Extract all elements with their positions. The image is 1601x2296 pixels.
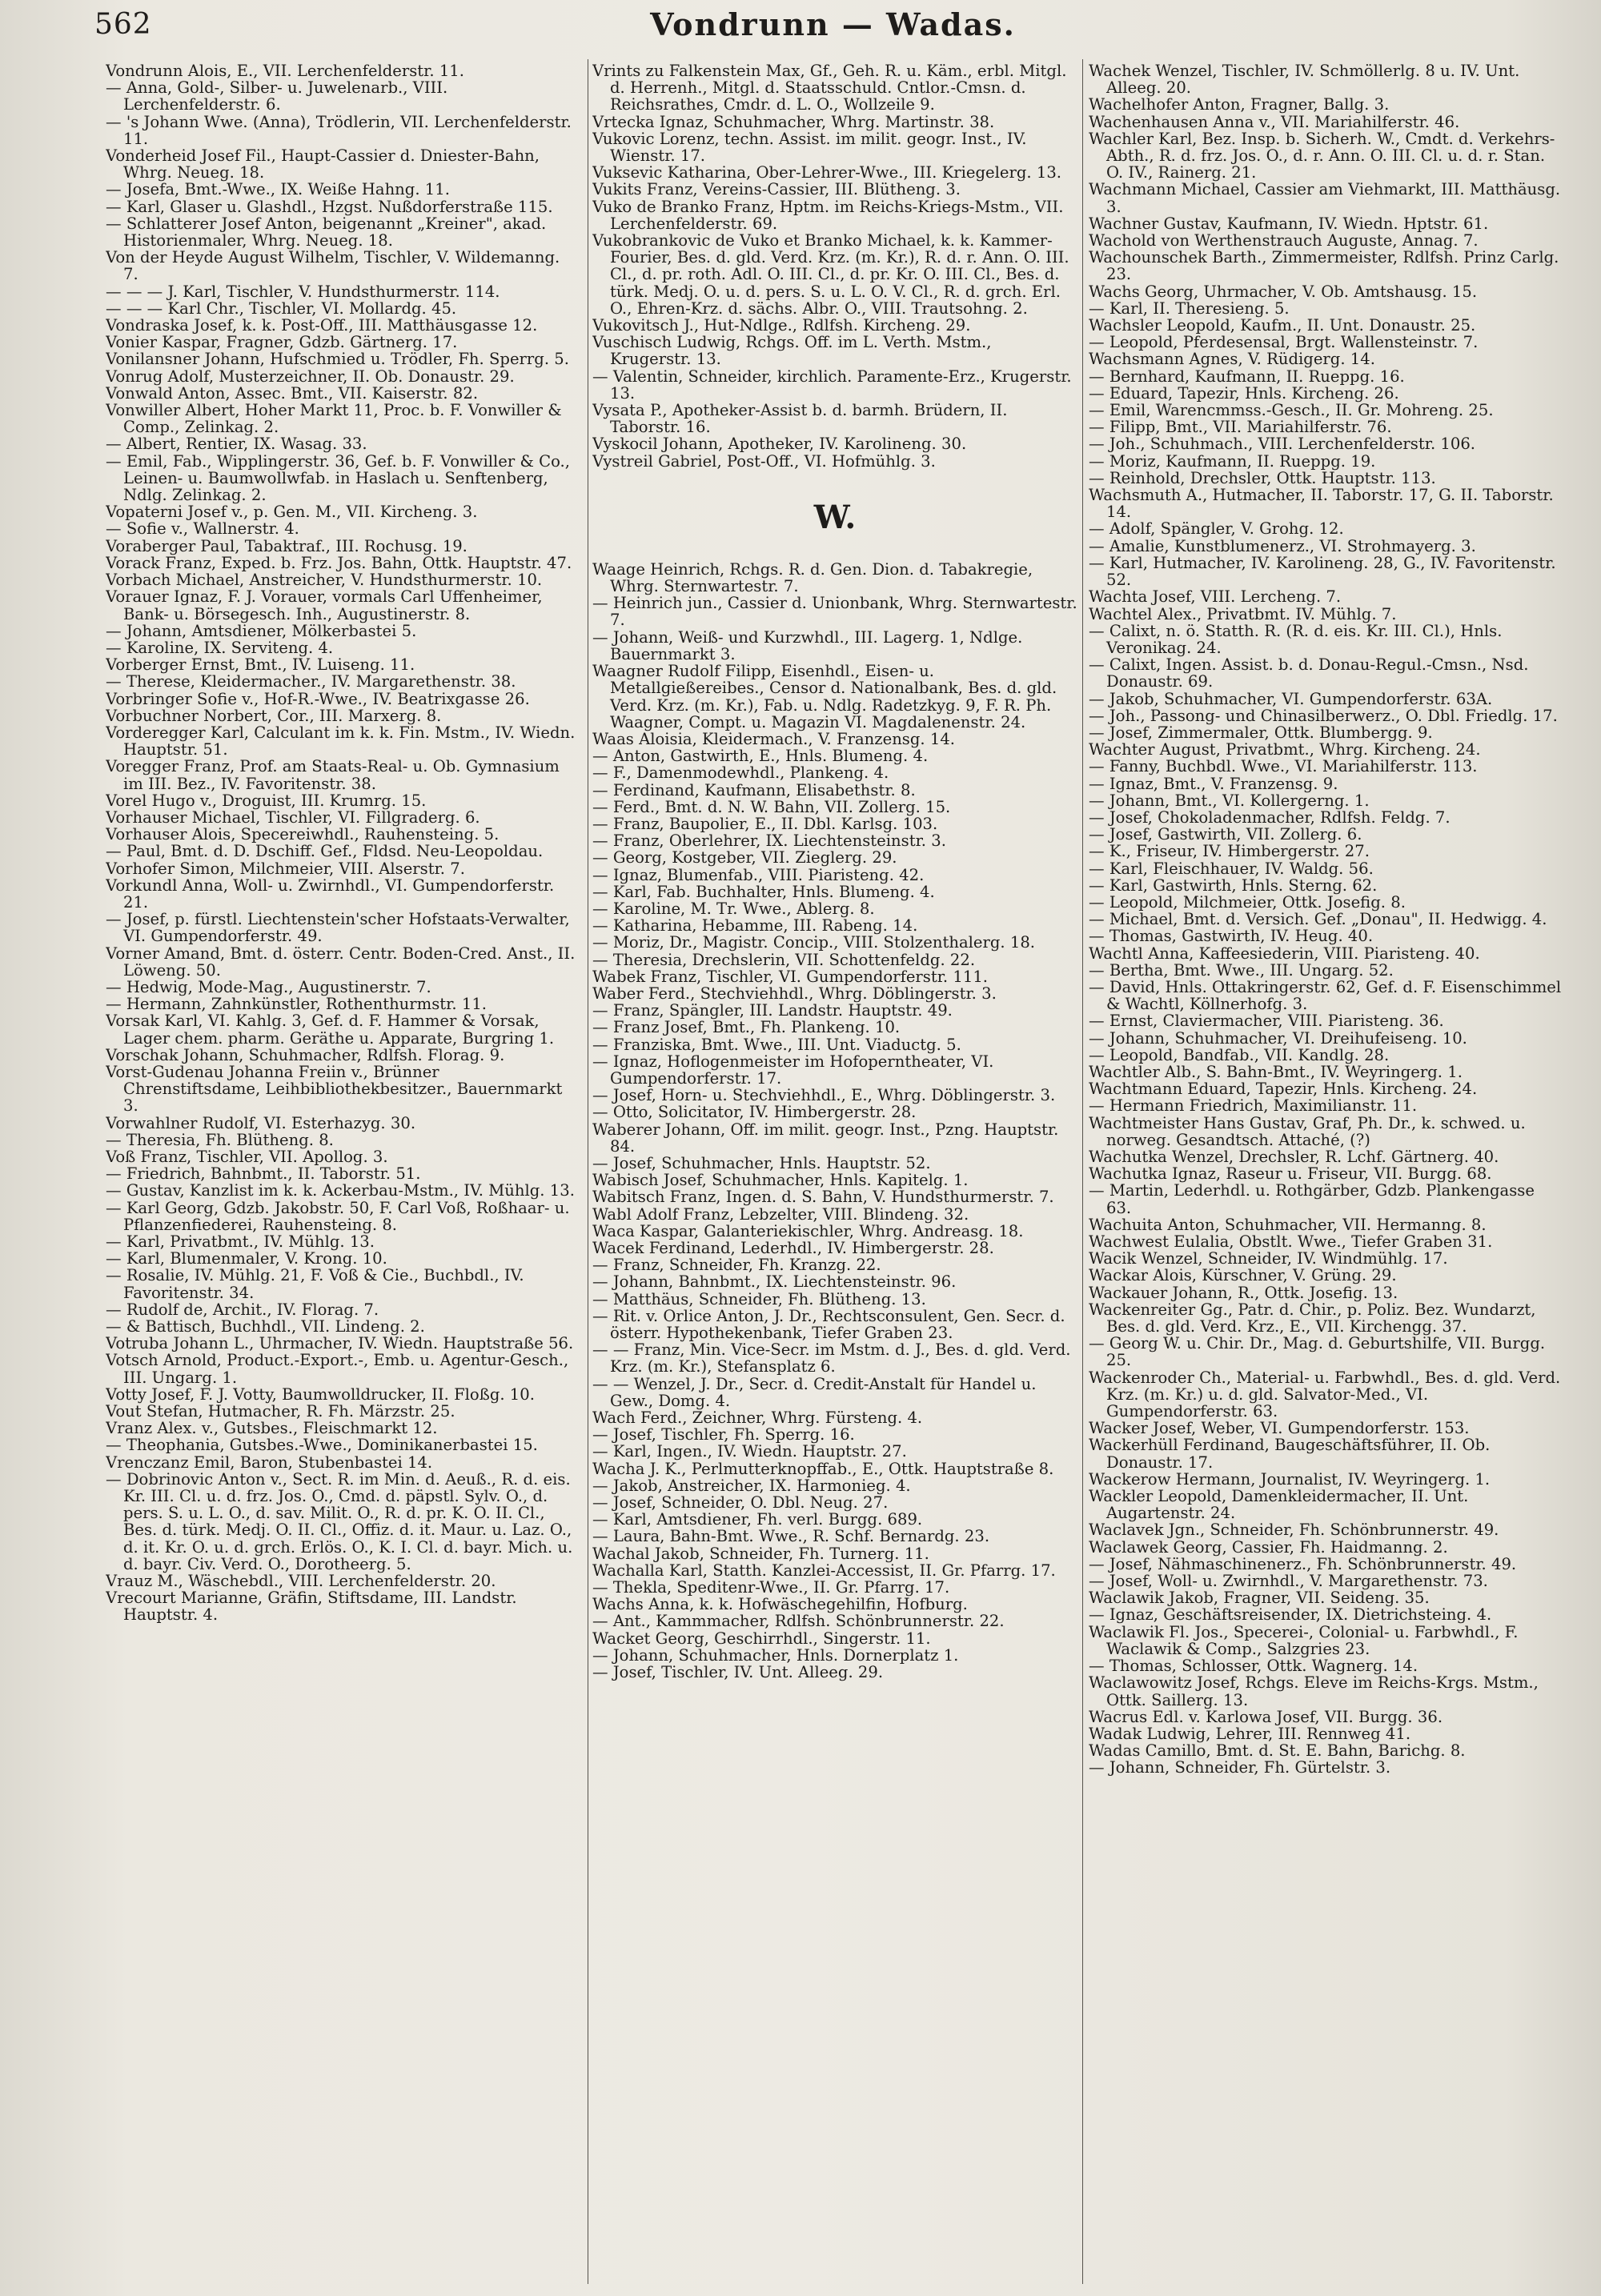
directory-entry: — Josef, Tischler, IV. Unt. Alleeg. 29. <box>592 1663 884 1682</box>
directory-entry: — Karl, Glaser u. Glashdl., Hzgst. Nußdorferstraße 115. <box>106 197 553 216</box>
directory-entry: Waage Heinrich, Rchgs. R. d. Gen. Dion. d. Tabakregie, Whrg. Sternwartestr. 7. <box>592 559 1033 596</box>
directory-entry: Wacker Josef, Weber, VI. Gumpendorferstr. 153. <box>1089 1419 1470 1438</box>
directory-entry: — Eduard, Tapezir, Hnls. Kircheng. 26. <box>1089 383 1399 403</box>
directory-entry: Vorhauser Michael, Tischler, VI. Fillgraderg. 6. <box>106 807 480 827</box>
directory-entry: Waclawek Georg, Cassier, Fh. Haidmanng. 2. <box>1089 1537 1448 1557</box>
directory-entry: — Martin, Lederhdl. u. Rothgärber, Gdzb. Plankengasse 63. <box>1089 1181 1535 1217</box>
directory-entry: — & Battisch, Buchhdl., VII. Lindeng. 2. <box>106 1317 425 1336</box>
directory-entry: — Thekla, Speditenr-Wwe., II. Gr. Pfarrg. 17. <box>592 1578 950 1597</box>
directory-entry: Wachelhofer Anton, Fragner, Ballg. 3. <box>1089 95 1390 114</box>
directory-entry: — Matthäus, Schneider, Fh. Blütheng. 13. <box>592 1289 926 1308</box>
directory-entry: — Hermann Friedrich, Maximilianstr. 11. <box>1089 1096 1418 1116</box>
directory-entry: Vuschisch Ludwig, Rchgs. Off. im L. Verth. Mstm., Krugerstr. 13. <box>592 333 992 369</box>
directory-entry: Wackenreiter Gg., Patr. d. Chir., p. Poliz. Bez. Wundarzt, Bes. d. gld. Verd. Krz., E., VII. Kirchengg. 37. <box>1089 1300 1536 1336</box>
directory-entry: Wacik Wenzel, Schneider, IV. Windmühlg. 17. <box>1089 1249 1448 1268</box>
directory-entry: — Josefa, Bmt.-Wwe., IX. Weiße Hahng. 11. <box>106 180 450 199</box>
directory-entry: — Josef, Zimmermaler, Ottk. Blumbergg. 9. <box>1089 723 1433 742</box>
directory-entry: — Jakob, Schuhmacher, VI. Gumpendorferstr. 63A. <box>1089 689 1493 708</box>
directory-entry: Vonwald Anton, Assec. Bmt., VII. Kaiserstr. 82. <box>106 383 479 403</box>
directory-entry: — Moriz, Kaufmann, II. Rueppg. 19. <box>1089 451 1376 471</box>
directory-entry: Wabek Franz, Tischler, VI. Gumpendorferstr. 111. <box>592 967 989 986</box>
directory-entry: Waca Kaspar, Galanteriekischler, Whrg. Andreasg. 18. <box>592 1221 1024 1240</box>
directory-entry: Vorbringer Sofie v., Hof-R.-Wwe., IV. Beatrixgasse 26. <box>106 689 530 708</box>
directory-entry: — Karl, Blumenmaler, V. Krong. 10. <box>106 1249 387 1268</box>
section-letter-heading: W. <box>813 498 857 536</box>
directory-entry: Wachtel Alex., Privatbmt. IV. Mühlg. 7. <box>1089 604 1397 623</box>
page-header <box>94 6 1571 48</box>
directory-entry: — — Franz, Min. Vice-Secr. im Mstm. d. J., Bes. d. gld. Verd. Krz. (m. Kr.), Stefansplatz 6. <box>592 1340 1071 1376</box>
directory-entry: Wackerow Hermann, Journalist, IV. Weyringerg. 1. <box>1089 1469 1491 1489</box>
directory-entry: Vorauer Ignaz, F. J. Vorauer, vormals Carl Uffenheimer, Bank- u. Börsegesch. Inh., Augustinerstr. 8. <box>106 587 543 623</box>
directory-entry: Wachs Georg, Uhrmacher, V. Ob. Amtshausg. 15. <box>1089 282 1478 301</box>
directory-entry: Votsch Arnold, Product.-Export.-, Emb. u. Agentur-Gesch., III. Ungarg. 1. <box>106 1351 569 1387</box>
directory-entry: — Thomas, Gastwirth, IV. Heug. 40. <box>1089 927 1374 946</box>
directory-entry: — Paul, Bmt. d. D. Dschiff. Gef., Fldsd. Neu-Leopoldau. <box>106 842 544 861</box>
directory-entry: — David, Hnls. Ottakringerstr. 62, Gef. d. F. Eisenschimmel & Wachtl, Köllnerhofg. 3. <box>1089 977 1562 1014</box>
directory-entry: — Hedwig, Mode-Mag., Augustinerstr. 7. <box>106 977 431 996</box>
directory-entry: Vondraska Josef, k. k. Post-Off., III. Matthäusgasse 12. <box>106 316 538 335</box>
directory-entry: Vukits Franz, Vereins-Cassier, III. Blütheng. 3. <box>592 180 961 199</box>
directory-entry: — Katharina, Hebamme, III. Rabeng. 14. <box>592 916 918 936</box>
directory-entry: Wachtl Anna, Kaffeesiederin, VIII. Piaristeng. 40. <box>1089 944 1480 963</box>
directory-entry: Vuksevic Katharina, Ober-Lehrer-Wwe., III. Kriegelerg. 13. <box>592 163 1062 182</box>
directory-entry: Wachutka Ignaz, Raseur u. Friseur, VII. Burgg. 68. <box>1089 1164 1492 1184</box>
directory-entry: — Anna, Gold-, Silber- u. Juwelenarb., VIII. Lerchenfelderstr. 6. <box>106 78 448 114</box>
directory-entry: — Karl, Privatbmt., IV. Mühlg. 13. <box>106 1232 375 1252</box>
directory-entry: — Reinhold, Drechsler, Ottk. Hauptstr. 113. <box>1089 468 1436 487</box>
directory-entry: Waber Ferd., Stechviehhdl., Whrg. Döblingerstr. 3. <box>592 984 997 1003</box>
directory-entry: Vyskocil Johann, Apotheker, IV. Karolineng. 30. <box>592 435 967 454</box>
directory-entry: — Josef, p. fürstl. Liechtenstein'scher Hofstaats-Verwalter, VI. Gumpendorferstr. 49. <box>106 910 570 946</box>
directory-entry: — Ernst, Claviermacher, VIII. Piaristeng. 36. <box>1089 1012 1444 1031</box>
directory-entry: — Filipp, Bmt., VII. Mariahilferstr. 76. <box>1089 418 1392 437</box>
directory-entry: — Otto, Solicitator, IV. Himbergerstr. 28. <box>592 1103 917 1122</box>
directory-entry: — Johann, Schuhmacher, Hnls. Dornerplatz 1. <box>592 1645 959 1665</box>
directory-entry: Vrenczanz Emil, Baron, Stubenbastei 14. <box>106 1453 433 1472</box>
directory-entry: — K., Friseur, IV. Himbergerstr. 27. <box>1089 842 1370 861</box>
directory-entry: — Thomas, Schlosser, Ottk. Wagnerg. 14. <box>1089 1657 1418 1676</box>
directory-entry: Voß Franz, Tischler, VII. Apollog. 3. <box>106 1148 388 1166</box>
directory-entry: Vorst-Gudenau Johanna Freiin v., Brünner Chrenstiftsdame, Leihbibliothekbesitzer., Bauernmarkt 3. <box>106 1062 563 1116</box>
directory-entry: — Karl, Amtsdiener, Fh. verl. Burgg. 689. <box>592 1510 923 1529</box>
directory-entry: — Albert, Rentier, IX. Wasag. 33. <box>106 435 367 454</box>
directory-entry: Vorschak Johann, Schuhmacher, Rdlfsh. Florag. 9. <box>106 1045 505 1064</box>
directory-entry: — Rudolf de, Archit., IV. Florag. 7. <box>106 1300 379 1319</box>
directory-entry: Vrauz M., Wäschebdl., VIII. Lerchenfelderstr. 20. <box>106 1572 496 1591</box>
directory-entry: Wachwest Eulalia, Obstlt. Wwe., Tiefer Graben 31. <box>1089 1232 1493 1252</box>
directory-entry: Wachta Josef, VIII. Lercheng. 7. <box>1089 587 1342 607</box>
directory-entry: Wachounschek Barth., Zimmermeister, Rdlfsh. Prinz Carlg. 23. <box>1089 248 1559 284</box>
directory-entry: Vorberger Ernst, Bmt., IV. Luiseng. 11. <box>106 655 415 675</box>
page-number: 562 <box>94 8 152 41</box>
directory-entry: — Karoline, M. Tr. Wwe., Ablerg. 8. <box>592 899 875 918</box>
directory-entry: — Joh., Passong- und Chinasilberwerz., O. Dbl. Friedlg. 17. <box>1089 706 1558 725</box>
directory-entry: Wachsler Leopold, Kaufm., II. Unt. Donaustr. 25. <box>1089 316 1476 335</box>
directory-entry: — Franz, Spängler, III. Landstr. Hauptstr. 49. <box>592 1001 953 1020</box>
directory-entry: Vukovitsch J., Hut-Ndlge., Rdlfsh. Kircheng. 29. <box>592 316 971 335</box>
directory-entry: Wachalla Karl, Statth. Kanzlei-Accessist, II. Gr. Pfarrg. 17. <box>592 1561 1056 1580</box>
directory-entry: Vonier Kaspar, Fragner, Gdzb. Gärtnerg. 17. <box>106 333 458 352</box>
directory-entry: — Ferdinand, Kaufmann, Elisabethstr. 8. <box>592 780 916 799</box>
directory-entry: — Franz, Oberlehrer, IX. Liechtensteinstr. 3. <box>592 831 946 851</box>
directory-entry: — Ignaz, Geschäftsreisender, IX. Dietrichsteing. 4. <box>1089 1605 1492 1625</box>
directory-entry: Wach Ferd., Zeichner, Whrg. Fürsteng. 4. <box>592 1408 923 1428</box>
directory-entry: Waagner Rudolf Filipp, Eisenhdl., Eisen- u. Metallgießereibes., Censor d. Nationalbank, Bes. d. gld. Verd. Krz. (m. Kr.), Fab. u. Ndlg. Radetzkyg. 9, F. R. Ph. Waagner, Compt. u. Magazin VI. Magdalenenstr. 24. <box>592 662 1057 731</box>
directory-entry: Wadas Camillo, Bmt. d. St. E. Bahn, Barichg. 8. <box>1089 1741 1466 1761</box>
directory-entry: Vorbuchner Norbert, Cor., III. Marxerg. 8. <box>106 706 442 725</box>
directory-entry: — Johann, Weiß- und Kurzwhdl., III. Lagerg. 1, Ndlge. Bauernmarkt 3. <box>592 627 1023 663</box>
directory-entry: — Amalie, Kunstblumenerz., VI. Strohmayerg. 3. <box>1089 536 1476 555</box>
directory-entry: — F., Damenmodewhdl., Plankeng. 4. <box>592 763 889 783</box>
directory-entry: — Sofie v., Wallnerstr. 4. <box>106 519 299 539</box>
directory-entry: Vorderegger Karl, Calculant im k. k. Fin. Mstm., IV. Wiedn. Hauptstr. 51. <box>106 723 576 759</box>
directory-entry: — Karl, II. Theresieng. 5. <box>1089 299 1290 318</box>
directory-entry: — Rit. v. Orlice Anton, J. Dr., Rechtsconsulent, Gen. Secr. d. österr. Hypothekenbank, Tiefer Graben 23. <box>592 1306 1065 1343</box>
directory-entry: — Theresia, Fh. Blütheng. 8. <box>106 1130 334 1149</box>
directory-entry: Vopaterni Josef v., p. Gen. M., VII. Kircheng. 3. <box>106 503 478 522</box>
directory-entry: Vystreil Gabriel, Post-Off., VI. Hofmühlg. 3. <box>592 451 936 471</box>
directory-entry: — Johann, Bahnbmt., IX. Liechtensteinstr. 96. <box>592 1272 957 1292</box>
directory-entry: Vonilansner Johann, Hufschmied u. Trödler, Fh. Sperrg. 5. <box>106 350 569 369</box>
directory-entry: Wachtmann Eduard, Tapezir, Hnls. Kircheng. 24. <box>1089 1080 1478 1099</box>
directory-entry: — Hermann, Zahnkünstler, Rothenthurmstr. 11. <box>106 995 488 1014</box>
directory-entry: Vondrunn Alois, E., VII. Lerchenfelderstr. 11. <box>106 62 464 80</box>
directory-entry: — Johann, Schneider, Fh. Gürtelstr. 3. <box>1089 1758 1391 1777</box>
directory-entry: — Adolf, Spängler, V. Grohg. 12. <box>1089 519 1344 539</box>
directory-entry: — Franz, Baupolier, E., II. Dbl. Karlsg. 103. <box>592 814 938 833</box>
directory-entry: — — — J. Karl, Tischler, V. Hundsthurmerstr. 114. <box>106 282 500 301</box>
directory-entry: Votruba Johann L., Uhrmacher, IV. Wiedn. Hauptstraße 56. <box>106 1334 574 1353</box>
directory-entry: Vorhofer Simon, Milchmeier, VIII. Alserstr. 7. <box>106 859 465 878</box>
directory-entry: — Emil, Fab., Wipplingerstr. 36, Gef. b. F. Vonwiller & Co., Leinen- u. Baumwollwfab. in Haslach u. Senftenberg, Ndlg. Zelinkag. 2. <box>106 451 571 505</box>
directory-entry: — Karl Georg, Gdzb. Jakobstr. 50, F. Carl Voß, Roßhaar- u. Pflanzenfiederei, Rauhensteing. 8. <box>106 1198 570 1234</box>
directory-entry: — Calixt, Ingen. Assist. b. d. Donau-Regul.-Cmsn., Nsd. Donaustr. 69. <box>1089 655 1529 691</box>
directory-entry: Wackar Alois, Kürschner, V. Grüng. 29. <box>1089 1266 1397 1285</box>
directory-entry: Wacket Georg, Geschirrhdl., Singerstr. 11. <box>592 1629 931 1648</box>
directory-column-3 <box>1089 62 1563 2281</box>
directory-entry: — Ignaz, Bmt., V. Franzensg. 9. <box>1089 774 1338 793</box>
directory-entry: Vorel Hugo v., Droguist, III. Krumrg. 15. <box>106 791 427 810</box>
directory-entry: Wachmann Michael, Cassier am Viehmarkt, III. Matthäusg. 3. <box>1089 180 1561 216</box>
directory-entry: Wackauer Johann, R., Ottk. Josefig. 13. <box>1089 1283 1398 1302</box>
directory-entry: — Heinrich jun., Cassier d. Unionbank, Whrg. Sternwartestr. 7. <box>592 594 1077 630</box>
directory-entry: — Franz, Schneider, Fh. Kranzg. 22. <box>592 1256 881 1275</box>
directory-entry: — Ignaz, Blumenfab., VIII. Piaristeng. 42. <box>592 865 925 884</box>
directory-entry: Vuko de Branko Franz, Hptm. im Reichs-Kriegs-Mstm., VII. Lerchenfelderstr. 69. <box>592 197 1064 233</box>
directory-entry: — Ant., Kammmacher, Rdlfsh. Schönbrunnerstr. 22. <box>592 1612 1005 1631</box>
directory-entry: — Michael, Bmt. d. Versich. Gef. „Donau", II. Hedwigg. 4. <box>1089 910 1547 929</box>
directory-entry: Vonwiller Albert, Hoher Markt 11, Proc. b. F. Vonwiller & Comp., Zelinkag. 2. <box>106 401 562 437</box>
directory-entry: — Fanny, Buchbdl. Wwe., VI. Mariahilferstr. 113. <box>1089 757 1478 776</box>
directory-entry: — Karl, Ingen., IV. Wiedn. Hauptstr. 27. <box>592 1442 907 1461</box>
directory-entry: Wacek Ferdinand, Lederhdl., IV. Himbergerstr. 28. <box>592 1239 994 1257</box>
directory-entry: — Josef, Schneider, O. Dbl. Neug. 27. <box>592 1493 889 1513</box>
directory-entry: Vukovic Lorenz, techn. Assist. im milit. geogr. Inst., IV. Wienstr. 17. <box>592 129 1027 166</box>
directory-entry: Wachs Anna, k. k. Hofwäschegehilfin, Hofburg. <box>592 1595 968 1614</box>
directory-entry: Wachold von Werthenstrauch Auguste, Annag. 7. <box>1089 231 1479 250</box>
directory-entry: Voregger Franz, Prof. am Staats-Real- u. Ob. Gymnasium im III. Bez., IV. Favoritenstr. 38. <box>106 757 560 793</box>
directory-entry: — Karl, Fleischhauer, IV. Waldg. 56. <box>1089 859 1374 878</box>
directory-entry: — Franziska, Bmt. Wwe., III. Unt. Viaductg. 5. <box>592 1035 961 1054</box>
directory-entry: Voraberger Paul, Tabaktraf., III. Rochusg. 19. <box>106 536 467 555</box>
directory-entry: Vysata P., Apotheker-Assist b. d. barmh. Brüdern, II. Taborstr. 16. <box>592 401 1008 437</box>
directory-entry: — Leopold, Milchmeier, Ottk. Josefig. 8. <box>1089 892 1406 912</box>
directory-entry: — 's Johann Wwe. (Anna), Trödlerin, VII. Lerchenfelderstr. 11. <box>106 112 572 148</box>
directory-entry: Vrecourt Marianne, Gräfin, Stiftsdame, III. Landstr. Hauptstr. 4. <box>106 1589 517 1625</box>
directory-entry: — Bernhard, Kaufmann, II. Rueppg. 16. <box>1089 367 1405 386</box>
directory-entry: Wachtler Alb., S. Bahn-Bmt., IV. Weyringerg. 1. <box>1089 1062 1463 1081</box>
directory-entry: Wachek Wenzel, Tischler, IV. Schmöllerlg. 8 u. IV. Unt. Alleeg. 20. <box>1089 62 1520 98</box>
directory-entry: — Therese, Kleidermacher., IV. Margarethenstr. 38. <box>106 672 516 691</box>
directory-entry: Vout Stefan, Hutmacher, R. Fh. Märzstr. 25. <box>106 1402 455 1421</box>
directory-entry: Vrtecka Ignaz, Schuhmacher, Whrg. Martinstr. 38. <box>592 112 995 131</box>
directory-entry: Wachenhausen Anna v., VII. Mariahilferstr. 46. <box>1089 112 1460 131</box>
directory-entry: Vorbach Michael, Anstreicher, V. Hundsthurmerstr. 10. <box>106 571 543 590</box>
directory-entry: Von der Heyde August Wilhelm, Tischler, V. Wildemanng. 7. <box>106 248 560 284</box>
directory-entry: — Bertha, Bmt. Wwe., III. Ungarg. 52. <box>1089 960 1394 980</box>
directory-entry: — Theresia, Drechslerin, VII. Schottenfeldg. 22. <box>592 950 976 969</box>
directory-entry: — Johann, Bmt., VI. Kollergerng. 1. <box>1089 791 1370 810</box>
directory-entry: Votty Josef, F. J. Votty, Baumwolldrucker, II. Floßg. 10. <box>106 1384 535 1404</box>
directory-entry: Wackler Leopold, Damenkleidermacher, II. Unt. Augartenstr. 24. <box>1089 1487 1469 1523</box>
directory-entry: Waclawik Fl. Jos., Specerei-, Colonial- u. Farbwhdl., F. Waclawik & Comp., Salzgries 23. <box>1089 1622 1519 1658</box>
directory-entry: — Ferd., Bmt. d. N. W. Bahn, VII. Zollerg. 15. <box>592 797 951 816</box>
directory-entry: Wabl Adolf Franz, Lebzelter, VIII. Blindeng. 32. <box>592 1204 969 1224</box>
directory-entry: Wackerhüll Ferdinand, Baugeschäftsführer, II. Ob. Donaustr. 17. <box>1089 1436 1491 1472</box>
directory-entry: Vorwahlner Rudolf, VI. Esterhazyg. 30. <box>106 1113 416 1132</box>
directory-entry: — Theophania, Gutsbes.-Wwe., Dominikanerbastei 15. <box>106 1436 538 1455</box>
directory-entry: — — Wenzel, J. Dr., Secr. d. Credit-Anstalt für Handel u. Gew., Domg. 4. <box>592 1374 1037 1410</box>
directory-entry: — Anton, Gastwirth, E., Hnls. Blumeng. 4. <box>592 747 929 766</box>
directory-entry: — Josef, Schuhmacher, Hnls. Hauptstr. 52. <box>592 1153 931 1172</box>
directory-entry: Waberer Johann, Off. im milit. geogr. Inst., Pzng. Hauptstr. 84. <box>592 1120 1059 1156</box>
directory-entry: Wacrus Edl. v. Karlowa Josef, VII. Burgg. 36. <box>1089 1707 1443 1726</box>
directory-entry: — Leopold, Bandfab., VII. Kandlg. 28. <box>1089 1045 1390 1064</box>
directory-entry: — Georg, Kostgeber, VII. Zieglerg. 29. <box>592 848 897 868</box>
directory-entry: Waclawowitz Josef, Rchgs. Eleve im Reichs-Krgs. Mstm., Ottk. Saillerg. 13. <box>1089 1673 1539 1709</box>
directory-entry: — Laura, Bahn-Bmt. Wwe., R. Schf. Bernardg. 23. <box>592 1527 990 1546</box>
running-title: Vondrunn — Wadas. <box>650 6 1016 42</box>
directory-entry: — — — Karl Chr., Tischler, VI. Mollardg. 45. <box>106 299 457 318</box>
directory-entry: Wadak Ludwig, Lehrer, III. Rennweg 41. <box>1089 1724 1411 1743</box>
directory-entry: — Josef, Horn- u. Stechviehhdl., E., Whrg. Döblingerstr. 3. <box>592 1086 1056 1105</box>
directory-entry: Wachter August, Privatbmt., Whrg. Kircheng. 24. <box>1089 740 1481 759</box>
directory-entry: — Friedrich, Bahnbmt., II. Taborstr. 51. <box>106 1164 421 1184</box>
directory-entry: Vranz Alex. v., Gutsbes., Fleischmarkt 12. <box>106 1419 438 1438</box>
directory-entry: Vukobrankovic de Vuko et Branko Michael, k. k. Kammer-Fourier, Bes. d. gld. Verd. Krz. (m. Kr.), R. d. r. Ann. O. III. Cl., d. pr. roth. Adl. O. III. Cl., d. pr. Kr. O. III. Cl., Bes. d. türk. Medj. O. u. d. pers. S. u. L. O. V. Cl., R. d. grch. Erl. O., Ehren-Krz. d. sächs. Albr. O., VIII. Trautsohng. 2. <box>592 231 1069 318</box>
directory-entry: Wachtmeister Hans Gustav, Graf, Ph. Dr., k. schwed. u. norweg. Gesandtsch. Attaché, (?) <box>1089 1113 1526 1149</box>
directory-entry: — Emil, Warencmmss.-Gesch., II. Gr. Mohreng. 25. <box>1089 401 1494 420</box>
directory-column-1 <box>106 62 580 2281</box>
directory-entry: — Karoline, IX. Serviteng. 4. <box>106 638 334 657</box>
directory-entry: — Josef, Woll- u. Zwirnhdl., V. Margarethenstr. 73. <box>1089 1572 1488 1591</box>
directory-entry: Waas Aloisia, Kleidermach., V. Franzensg. 14. <box>592 729 956 748</box>
directory-entry: — Dobrinovic Anton v., Sect. R. im Min. d. Aeuß., R. d. eis. Kr. III. Cl. u. d. frz. Jos. O., Cmd. d. päpstl. Sylv. O., d. pers. S. u. L. O., d. sav. Milit. O., R. d. pr. K. O. II. Cl., Bes. d. türk. Medj. O. II. Cl., Offiz. d. it. Maur. u. Laz. O., d. it. Kr. O. u. d. grch. Erlös. O., K. I. Cl. d. bayr. Mich. u. d. bayr. Civ. Verd. O., Dorotheerg. 5. <box>106 1469 573 1573</box>
directory-entry: Wachner Gustav, Kaufmann, IV. Wiedn. Hptstr. 61. <box>1089 214 1489 233</box>
directory-entry: — Johann, Schuhmacher, VI. Dreihufeiseng. 10. <box>1089 1028 1467 1048</box>
directory-entry: — Johann, Amtsdiener, Mölkerbastei 5. <box>106 621 417 640</box>
directory-entry: Wacha J. K., Perlmutterknopffab., E., Ottk. Hauptstraße 8. <box>592 1459 1054 1478</box>
directory-entry: Wackenroder Ch., Material- u. Farbwhdl., Bes. d. gld. Verd. Krz. (m. Kr.) u. d. gld. Salvator-Med., VI. Gumpendorferstr. 63. <box>1089 1368 1561 1421</box>
directory-entry: — Josef, Chokoladenmacher, Rdlfsh. Feldg. 7. <box>1089 807 1451 827</box>
directory-column-2 <box>592 62 1077 2281</box>
directory-entry: — Gustav, Kanzlist im k. k. Ackerbau-Mstm., IV. Mühlg. 13. <box>106 1181 575 1200</box>
directory-entry: — Valentin, Schneider, kirchlich. Paramente-Erz., Krugerstr. 13. <box>592 367 1072 403</box>
directory-entry: Wachutka Wenzel, Drechsler, R. Lchf. Gärtnerg. 40. <box>1089 1148 1499 1166</box>
directory-entry: Wachuita Anton, Schuhmacher, VII. Hermanng. 8. <box>1089 1215 1487 1234</box>
directory-entry: Vorsak Karl, VI. Kahlg. 3, Gef. d. F. Hammer & Vorsak, Lager chem. pharm. Geräthe u. Apparate, Burgring 1. <box>106 1012 555 1048</box>
directory-entry: Wabitsch Franz, Ingen. d. S. Bahn, V. Hundsthurmerstr. 7. <box>592 1188 1054 1207</box>
directory-entry: Wachal Jakob, Schneider, Fh. Turnerg. 11. <box>592 1544 929 1563</box>
directory-entry: Vorkundl Anna, Woll- u. Zwirnhdl., VI. Gumpendorferstr. 21. <box>106 876 555 912</box>
directory-entry: Vonrug Adolf, Musterzeichner, II. Ob. Donaustr. 29. <box>106 367 515 386</box>
directory-columns <box>106 62 1563 2281</box>
directory-entry: — Josef, Gastwirth, VII. Zollerg. 6. <box>1089 825 1362 844</box>
directory-entry: — Josef, Nähmaschinenerz., Fh. Schönbrunnerstr. 49. <box>1089 1554 1517 1573</box>
directory-entry: Vorhauser Alois, Specereiwhdl., Rauhensteing. 5. <box>106 825 500 844</box>
directory-entry: — Georg W. u. Chir. Dr., Mag. d. Geburtshilfe, VII. Burgg. 25. <box>1089 1334 1546 1370</box>
directory-entry: — Karl, Hutmacher, IV. Karolineng. 28, G., IV. Favoritenstr. 52. <box>1089 553 1556 590</box>
directory-entry: Wachsmann Agnes, V. Rüdigerg. 14. <box>1089 350 1375 369</box>
directory-entry: Waclavek Jgn., Schneider, Fh. Schönbrunnerstr. 49. <box>1089 1521 1499 1540</box>
directory-entry: Wabisch Josef, Schuhmacher, Hnls. Kapitelg. 1. <box>592 1171 969 1190</box>
directory-entry: — Karl, Fab. Buchhalter, Hnls. Blumeng. 4. <box>592 882 935 901</box>
directory-entry: Vorner Amand, Bmt. d. österr. Centr. Boden-Cred. Anst., II. Löweng. 50. <box>106 944 576 980</box>
directory-entry: — Ignaz, Hoflogenmeister im Hofoperntheater, VI. Gumpendorferstr. 17. <box>592 1052 994 1088</box>
directory-entry: Wachsmuth A., Hutmacher, II. Taborstr. 17, G. II. Taborstr. 14. <box>1089 486 1554 522</box>
directory-entry: — Joh., Schuhmach., VIII. Lerchenfelderstr. 106. <box>1089 435 1476 454</box>
directory-entry: Wachler Karl, Bez. Insp. b. Sicherh. W., Cmdt. d. Verkehrs-Abth., R. d. frz. Jos. O., d. r. Ann. O. III. Cl. u. d. r. Stan. O. IV., Rainerg. 21. <box>1089 129 1555 182</box>
directory-entry: Vorack Franz, Exped. b. Frz. Jos. Bahn, Ottk. Hauptstr. 47. <box>106 553 572 572</box>
directory-entry: Waclawik Jakob, Fragner, VII. Seideng. 35. <box>1089 1589 1430 1608</box>
directory-entry: — Calixt, n. ö. Statth. R. (R. d. eis. Kr. III. Cl.), Hnls. Veronikag. 24. <box>1089 621 1503 657</box>
directory-entry: — Josef, Tischler, Fh. Sperrg. 16. <box>592 1425 855 1445</box>
directory-entry: — Franz Josef, Bmt., Fh. Plankeng. 10. <box>592 1018 901 1037</box>
directory-entry: Vrints zu Falkenstein Max, Gf., Geh. R. u. Käm., erbl. Mitgl. d. Herrenh., Mitgl. d. Staatsschuld. Cntlor.-Cmsn. d. Reichsrathes, Cmdr. d. L. O., Wollzeile 9. <box>592 62 1067 114</box>
directory-entry: — Jakob, Anstreicher, IX. Harmonieg. 4. <box>592 1476 911 1495</box>
directory-entry: — Moriz, Dr., Magistr. Concip., VIII. Stolzenthalerg. 18. <box>592 933 1036 952</box>
directory-entry: — Karl, Gastwirth, Hnls. Sterng. 62. <box>1089 876 1378 895</box>
directory-entry: — Schlatterer Josef Anton, beigenannt „Kreiner", akad. Historienmaler, Whrg. Neueg. 18. <box>106 214 547 250</box>
directory-entry: — Leopold, Pferdesensal, Brgt. Wallensteinstr. 7. <box>1089 333 1479 352</box>
directory-entry: — Rosalie, IV. Mühlg. 21, F. Voß & Cie., Buchbdl., IV. Favoritenstr. 34. <box>106 1266 524 1302</box>
directory-entry: Vonderheid Josef Fil., Haupt-Cassier d. Dniester-Bahn, Whrg. Neueg. 18. <box>106 146 540 182</box>
